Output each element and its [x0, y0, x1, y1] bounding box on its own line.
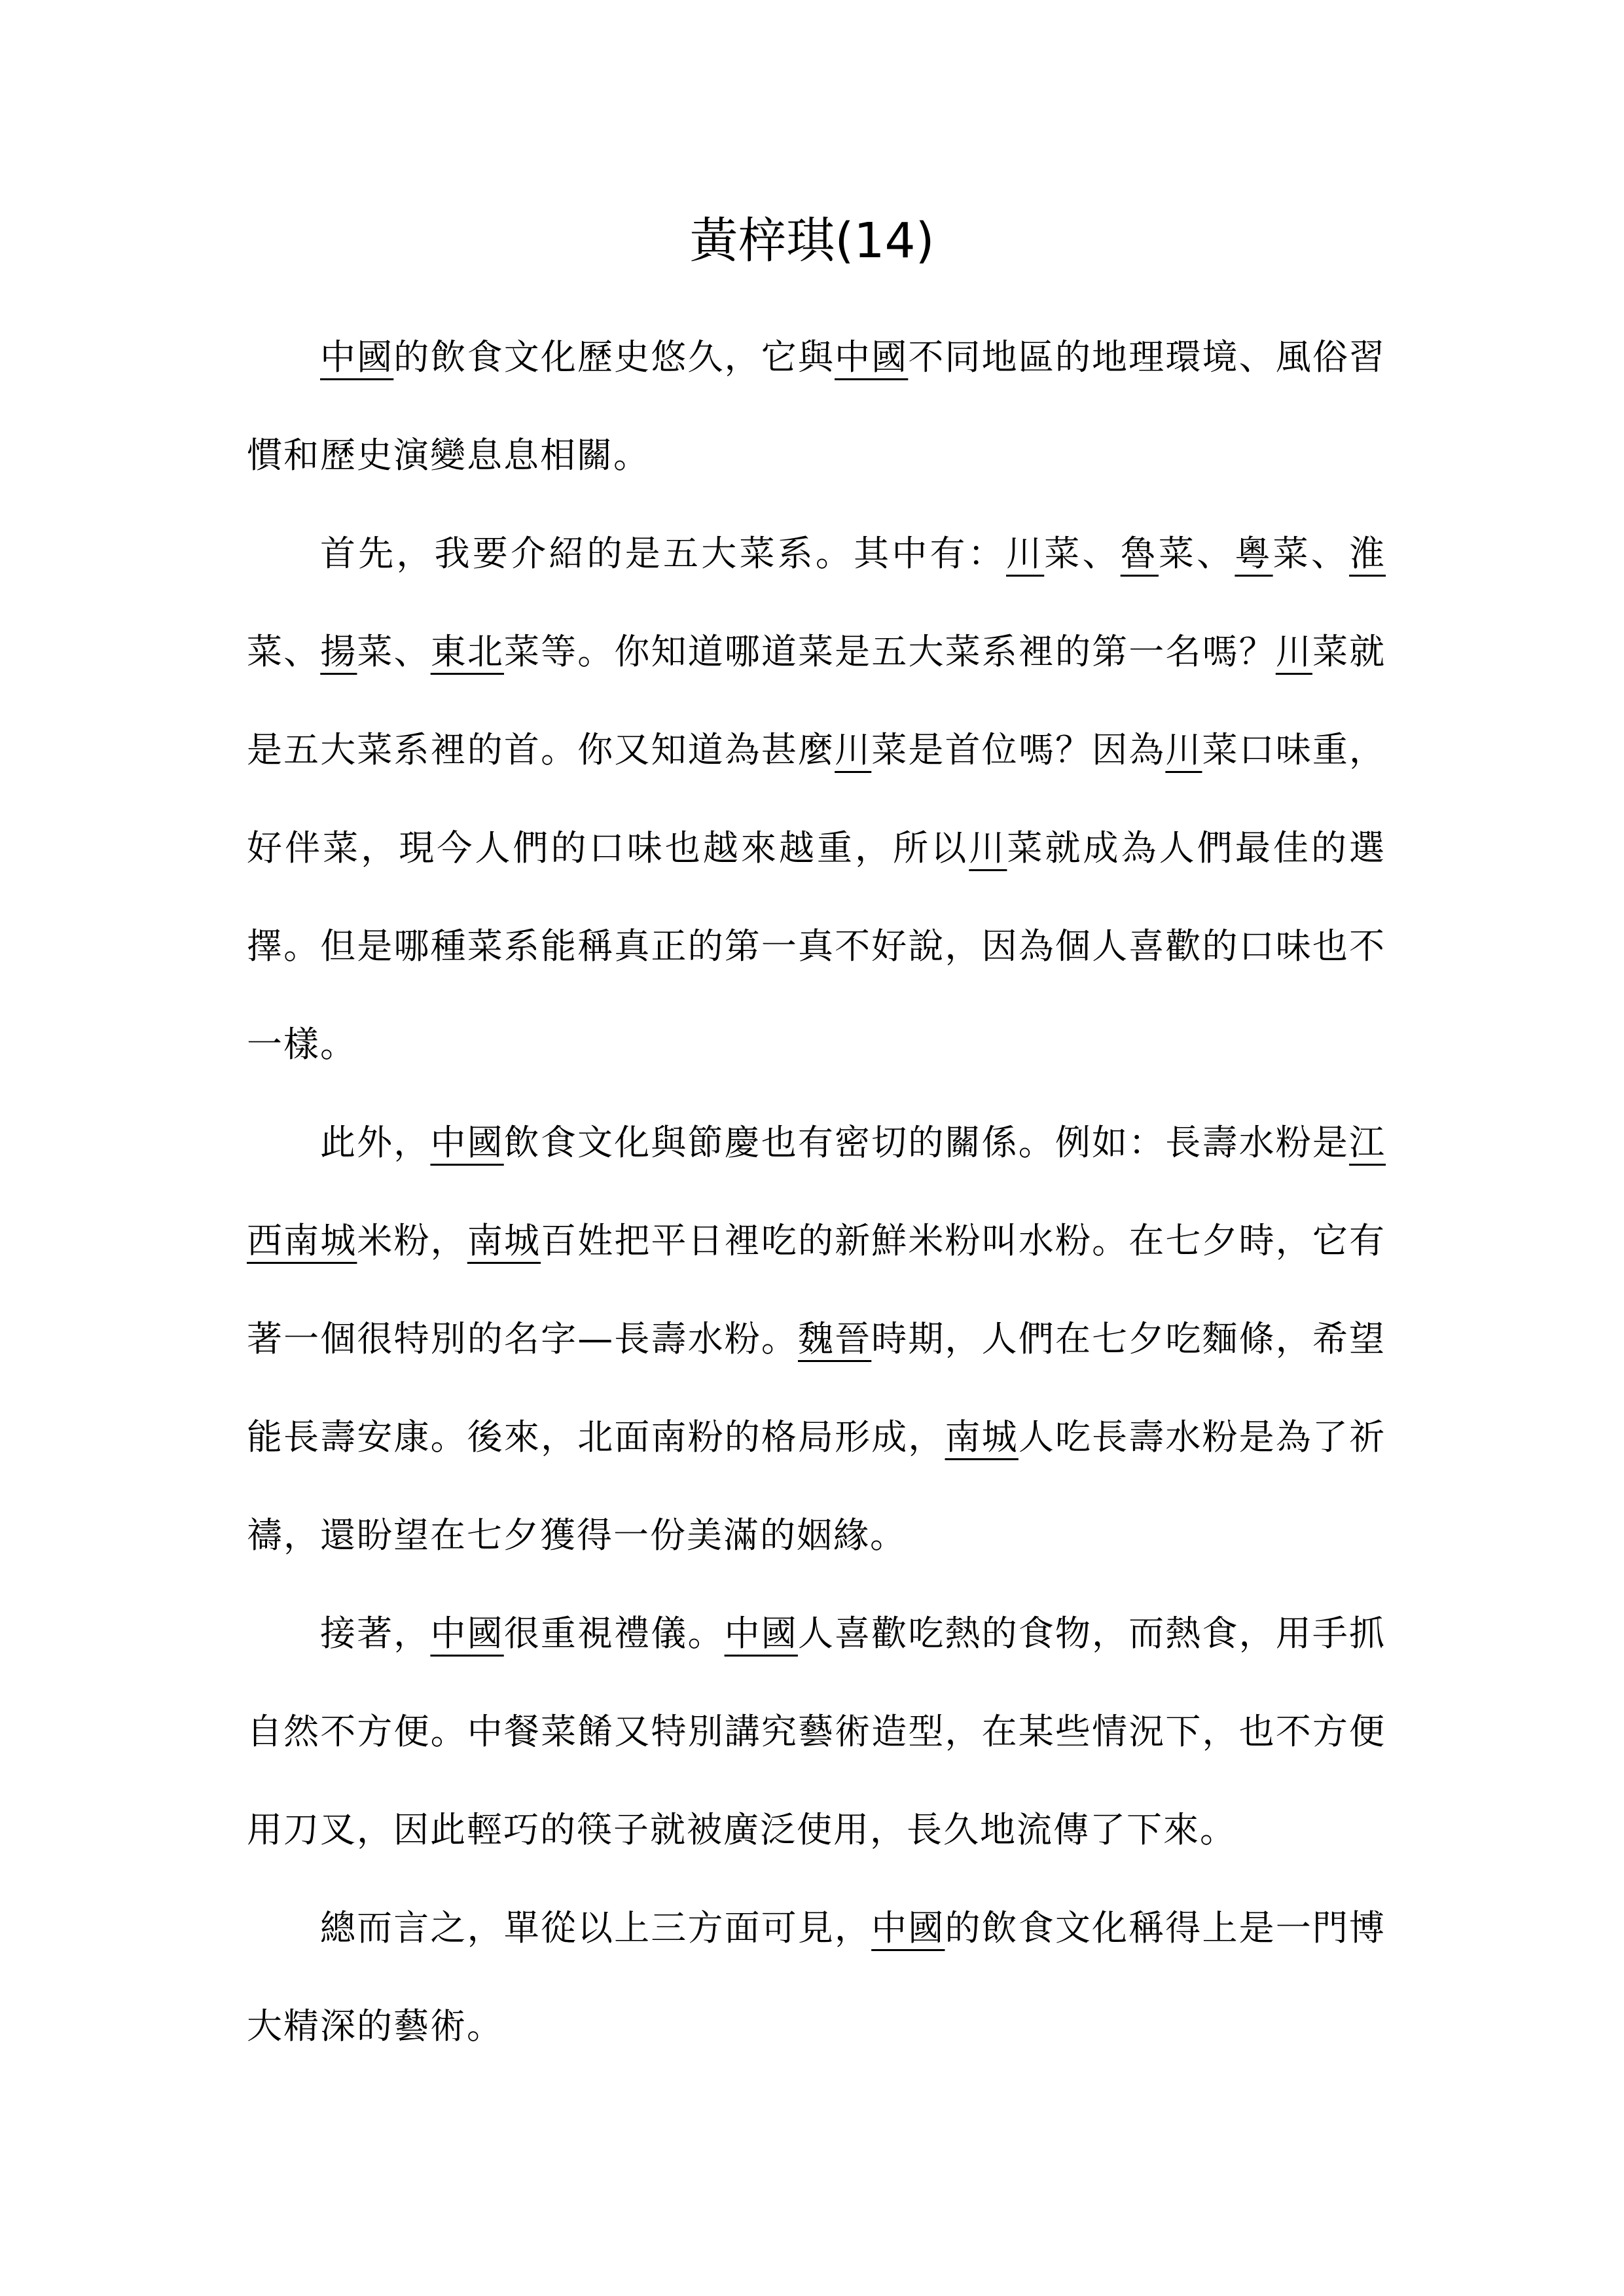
- text-segment: 總而言之，單從以上三方面可見，: [320, 1907, 872, 1948]
- text-segment: 菜、: [357, 631, 431, 672]
- text-segment: 菜等。你知道哪道菜是五大菜系裡的第一名嗎？: [503, 631, 1276, 672]
- text-segment: 很重視禮儀。: [503, 1613, 725, 1654]
- proper-noun: 川: [1006, 533, 1045, 574]
- text-segment: 飲食文化與節慶也有密切的關係。例如：長壽水粉是: [503, 1122, 1350, 1163]
- text-segment: 米粉，: [357, 1220, 467, 1261]
- proper-noun: 川: [969, 827, 1007, 869]
- text-segment: 菜口味重，好伴菜，現今人們的口味也越來越重，所以: [247, 729, 1386, 869]
- text-segment: 菜、: [1272, 533, 1350, 574]
- proper-noun: 江西南城: [247, 1122, 1386, 1261]
- proper-noun: 中國: [724, 1613, 798, 1654]
- text-segment: 菜是首位嗎？因為: [871, 729, 1166, 770]
- text-segment: 首先，我要介紹的是五大菜系。其中有：: [320, 533, 1006, 574]
- text-segment: 人吃長壽水粉是為了祈禱，還盼望在七夕獲得一份美滿的姻緣。: [247, 1416, 1386, 1556]
- proper-noun: 川: [1165, 729, 1202, 770]
- proper-noun: 粵: [1235, 533, 1273, 574]
- proper-noun: 中國: [835, 336, 909, 378]
- paragraph-2: [247, 505, 1386, 1094]
- text-segment: 接著，: [320, 1613, 431, 1654]
- proper-noun: 中國: [430, 1613, 504, 1654]
- document-title: 黃梓琪(14): [689, 213, 935, 269]
- text-segment: 的飲食文化稱得上是一門博大精深的藝術。: [247, 1907, 1386, 2047]
- paragraph-5: [247, 1879, 1386, 2075]
- text-segment: 不同地區的地理環境、風俗習慣和歷史演變息息相關。: [247, 336, 1386, 476]
- proper-noun: 中國: [871, 1907, 945, 1948]
- text-segment: 此外，: [320, 1122, 431, 1163]
- proper-noun: 東北: [430, 631, 504, 672]
- proper-noun: 魏晉: [798, 1318, 872, 1359]
- text-segment: 菜就是五大菜系裡的首。你又知道為甚麼: [247, 631, 1386, 770]
- text-segment: 的飲食文化歷史悠久，它與: [393, 336, 835, 378]
- proper-noun: 淮: [1349, 533, 1386, 574]
- paragraph-1: [247, 308, 1386, 505]
- text-segment: 菜就成為人們最佳的選擇。但是哪種菜系能稱真正的第一真不好說，因為個人喜歡的口味也不一樣。: [247, 827, 1386, 1065]
- proper-noun: 南城: [467, 1220, 541, 1261]
- paragraph-4: [247, 1585, 1386, 1879]
- text-segment: 菜、: [247, 631, 321, 672]
- proper-noun: 中國: [430, 1122, 504, 1163]
- text-segment: 百姓把平日裡吃的新鮮米粉叫水粉。在七夕時，它有著一個很特別的名字—長壽水粉。: [247, 1220, 1386, 1359]
- proper-noun: 揚: [320, 631, 357, 672]
- text-segment: 人喜歡吃熱的食物，而熱食，用手抓自然不方便。中餐菜餚又特別講究藝術造型，在某些情況下，也不方便用刀叉，因此輕巧的筷子就被廣泛使用，長久地流傳了下來。: [247, 1613, 1386, 1850]
- proper-noun: 川: [1275, 631, 1312, 672]
- paragraph-3: [247, 1094, 1386, 1585]
- proper-noun: 魯: [1120, 533, 1159, 574]
- text-segment: 菜、: [1158, 533, 1235, 574]
- text-segment: 時期，人們在七夕吃麵條，希望能長壽安康。後來，北面南粉的格局形成，: [247, 1318, 1386, 1458]
- text-segment: 菜、: [1044, 533, 1121, 574]
- proper-noun: 中國: [320, 336, 394, 378]
- proper-noun: 川: [835, 729, 872, 770]
- proper-noun: 南城: [945, 1416, 1019, 1458]
- document-body: [247, 308, 1386, 2075]
